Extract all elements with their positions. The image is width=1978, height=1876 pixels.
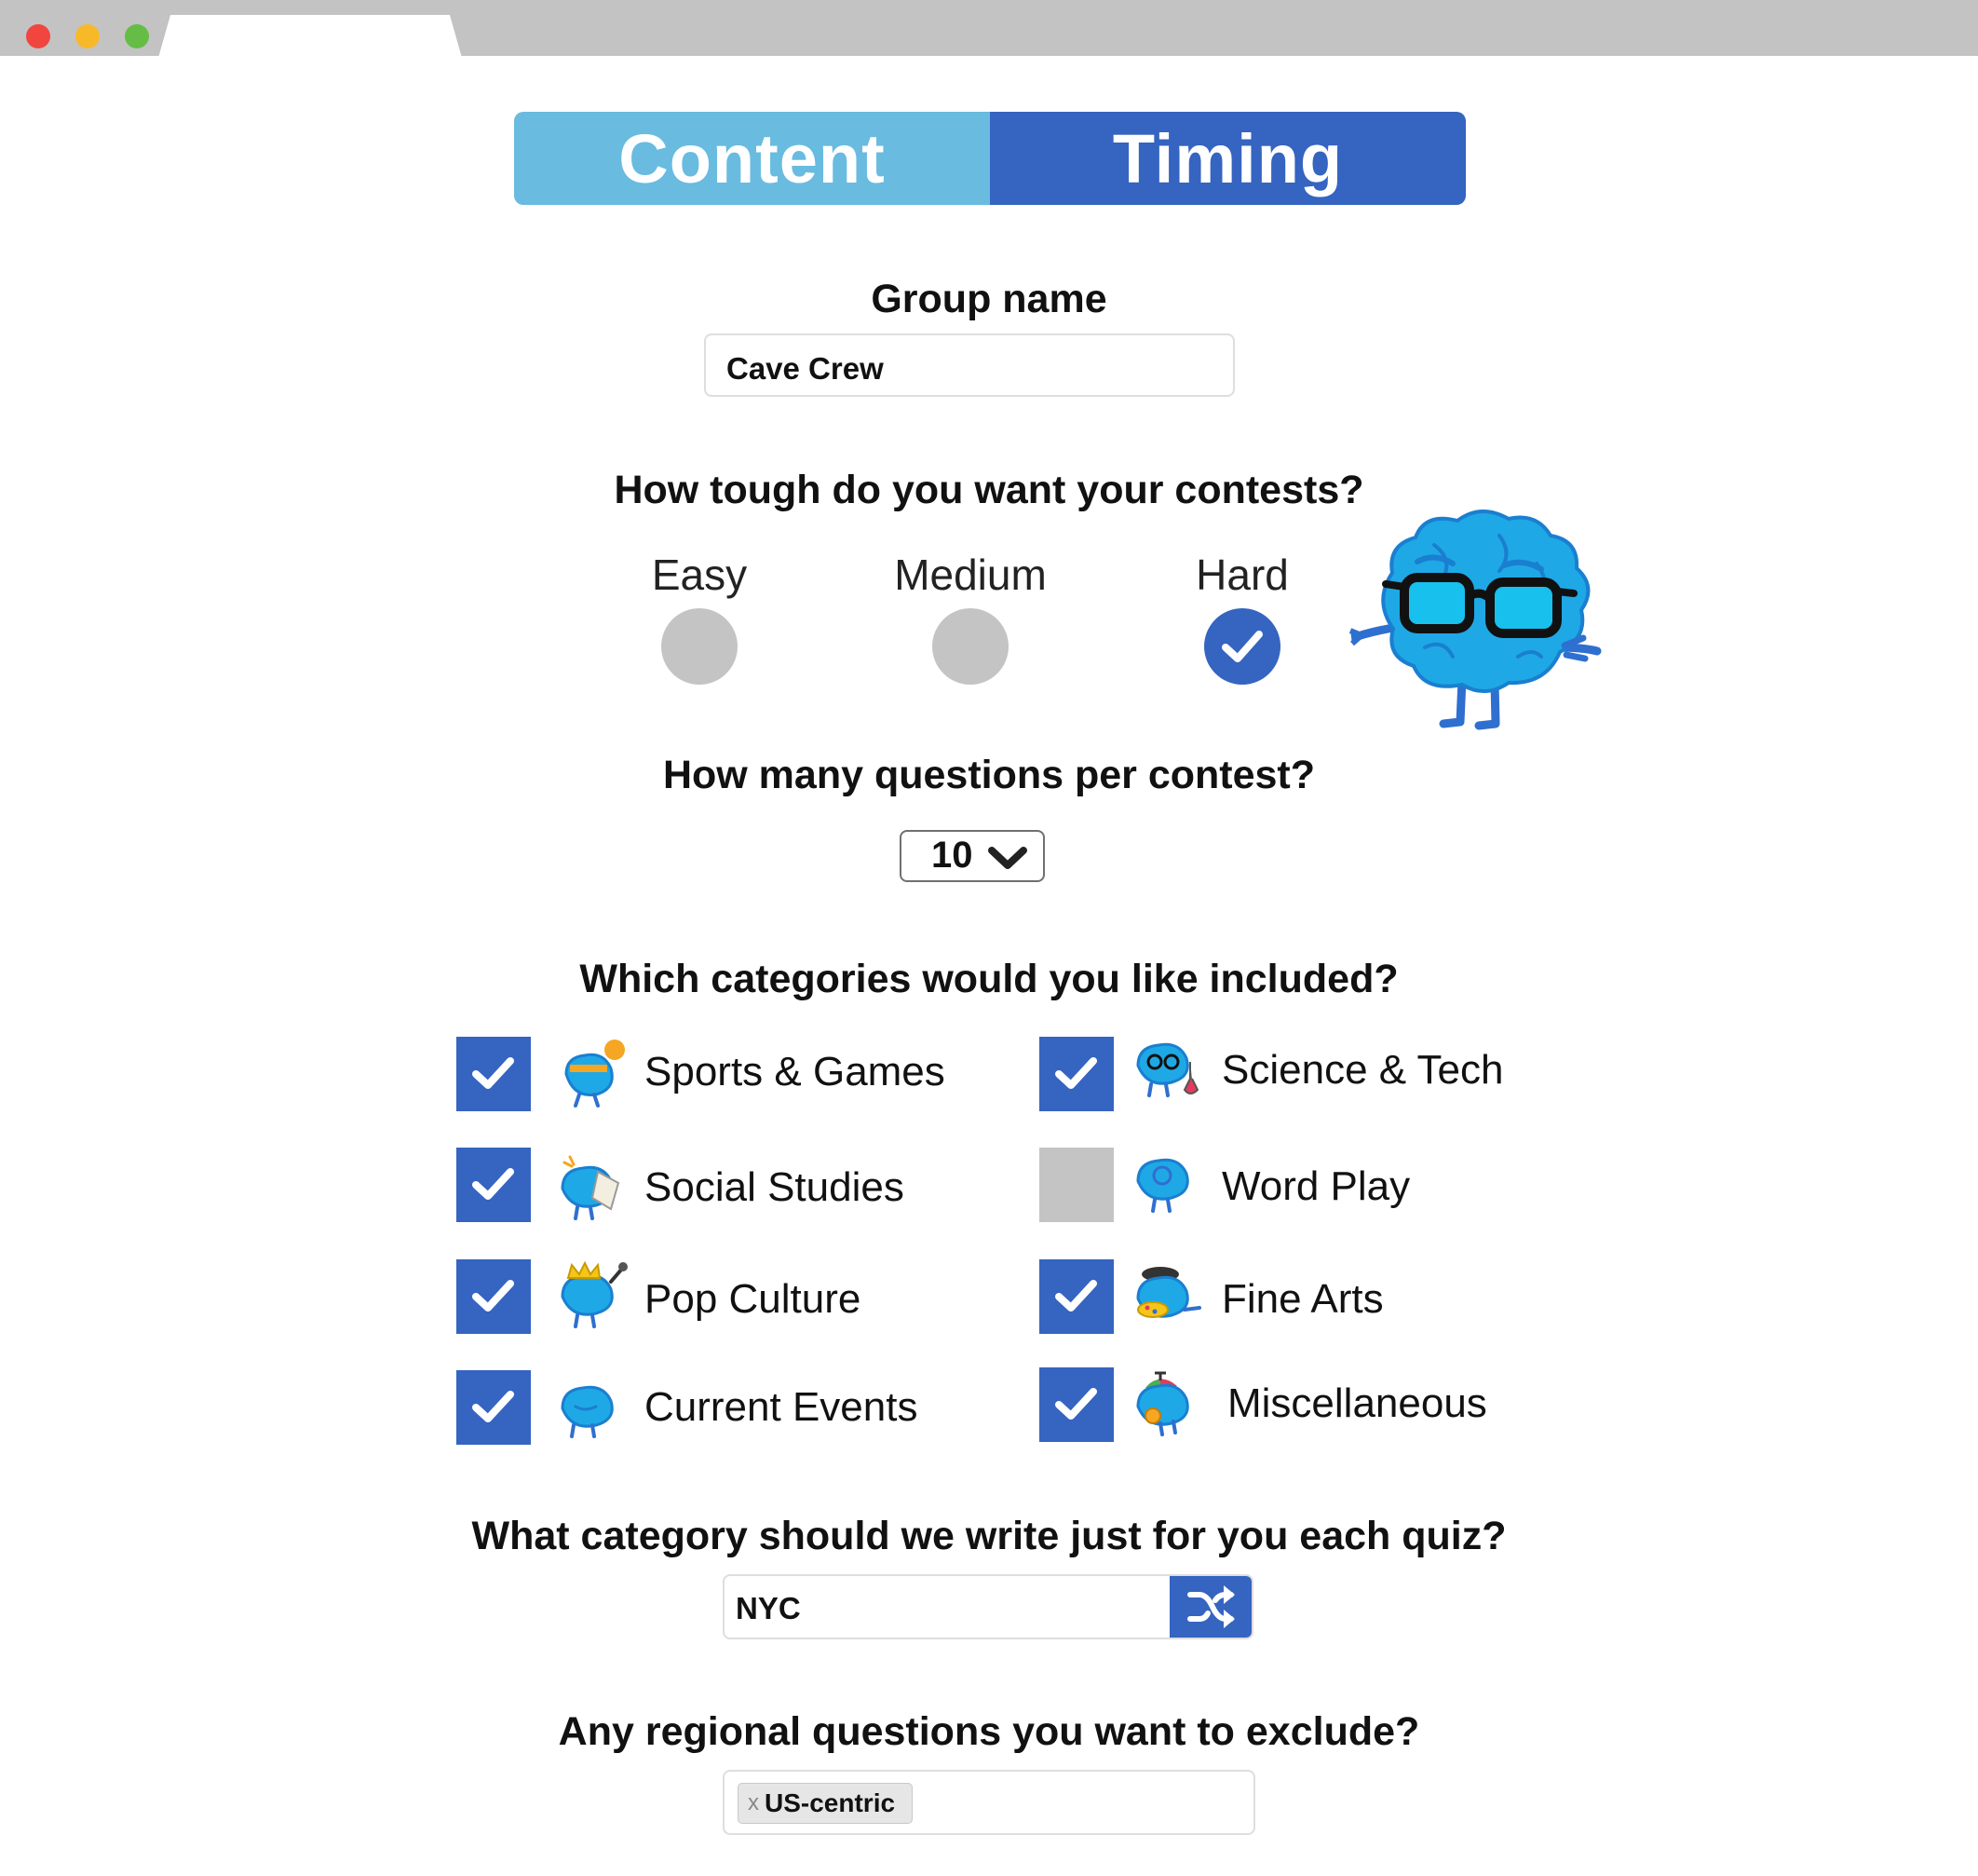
- social-studies-brain-icon: [557, 1151, 631, 1226]
- check-icon: [470, 1387, 517, 1428]
- category-checkbox-social-studies[interactable]: [456, 1148, 531, 1222]
- category-label-social-studies: Social Studies: [644, 1164, 904, 1210]
- tab-content[interactable]: Content: [514, 112, 990, 205]
- difficulty-radio-hard[interactable]: [1204, 608, 1280, 685]
- questions-value: 10: [931, 835, 973, 876]
- category-checkbox-sports[interactable]: [456, 1037, 531, 1111]
- group-name-heading: Group name: [871, 277, 1107, 321]
- tab-timing[interactable]: Timing: [990, 112, 1466, 205]
- check-icon: [470, 1276, 517, 1317]
- category-label-miscellaneous: Miscellaneous: [1227, 1380, 1487, 1426]
- category-checkbox-pop-culture[interactable]: [456, 1259, 531, 1334]
- category-label-sports: Sports & Games: [644, 1049, 945, 1094]
- questions-heading: How many questions per contest?: [662, 753, 1316, 797]
- category-label-science: Science & Tech: [1222, 1047, 1504, 1093]
- current-events-brain-icon: [557, 1375, 631, 1449]
- sports-brain-icon: [557, 1037, 631, 1111]
- difficulty-radio-medium[interactable]: [932, 608, 1009, 685]
- category-label-fine-arts: Fine Arts: [1222, 1276, 1384, 1322]
- category-label-current-events: Current Events: [644, 1384, 918, 1430]
- check-icon: [470, 1164, 517, 1205]
- custom-category-input[interactable]: [723, 1574, 1253, 1639]
- fine-arts-brain-icon: [1132, 1261, 1207, 1336]
- custom-category-heading: What category should we write just for you each quiz?: [471, 1514, 1507, 1558]
- pop-culture-brain-icon: [557, 1257, 631, 1332]
- category-checkbox-word-play[interactable]: [1039, 1148, 1114, 1222]
- questions-select[interactable]: [900, 830, 1045, 882]
- check-icon: [470, 1054, 517, 1094]
- shuffle-icon: [1186, 1584, 1237, 1630]
- category-checkbox-current-events[interactable]: [456, 1370, 531, 1445]
- window-titlebar: [0, 0, 1978, 56]
- regional-exclude-input[interactable]: [723, 1770, 1255, 1835]
- difficulty-label-medium: Medium: [894, 551, 1047, 599]
- shuffle-button[interactable]: [1170, 1576, 1252, 1638]
- category-checkbox-science[interactable]: [1039, 1037, 1114, 1111]
- science-brain-icon: [1132, 1034, 1207, 1108]
- word-play-brain-icon: [1132, 1149, 1207, 1224]
- tag-us-centric: [738, 1783, 913, 1824]
- minimize-window-button[interactable]: [75, 24, 100, 48]
- maximize-window-button[interactable]: [125, 24, 149, 48]
- settings-tabs: [514, 112, 1466, 205]
- difficulty-radio-easy[interactable]: [661, 608, 738, 685]
- category-label-word-play: Word Play: [1222, 1163, 1411, 1209]
- difficulty-label-easy: Easy: [651, 551, 748, 599]
- difficulty-heading: How tough do you want your contests?: [614, 468, 1364, 512]
- category-label-pop-culture: Pop Culture: [644, 1276, 861, 1322]
- check-icon: [1053, 1384, 1100, 1425]
- check-icon: [1053, 1276, 1100, 1317]
- tag-remove-button[interactable]: x: [748, 1790, 759, 1815]
- brain-mascot-icon: [1313, 508, 1639, 736]
- group-name-input[interactable]: [704, 333, 1235, 397]
- check-icon: [1053, 1054, 1100, 1094]
- custom-category-value: NYC: [736, 1591, 801, 1625]
- group-name-value: Cave Crew: [726, 351, 884, 386]
- tag-label: US-centric: [765, 1788, 896, 1817]
- categories-heading: Which categories would you like included?: [579, 957, 1399, 1001]
- browser-tab[interactable]: [158, 15, 462, 58]
- regional-heading: Any regional questions you want to exclude?: [558, 1709, 1420, 1754]
- chevron-down-icon: [987, 845, 1028, 871]
- category-checkbox-miscellaneous[interactable]: [1039, 1367, 1114, 1442]
- category-checkbox-fine-arts[interactable]: [1039, 1259, 1114, 1334]
- close-window-button[interactable]: [26, 24, 50, 48]
- check-icon: [1220, 627, 1265, 666]
- difficulty-label-hard: Hard: [1196, 551, 1289, 599]
- misc-brain-icon: [1132, 1366, 1207, 1440]
